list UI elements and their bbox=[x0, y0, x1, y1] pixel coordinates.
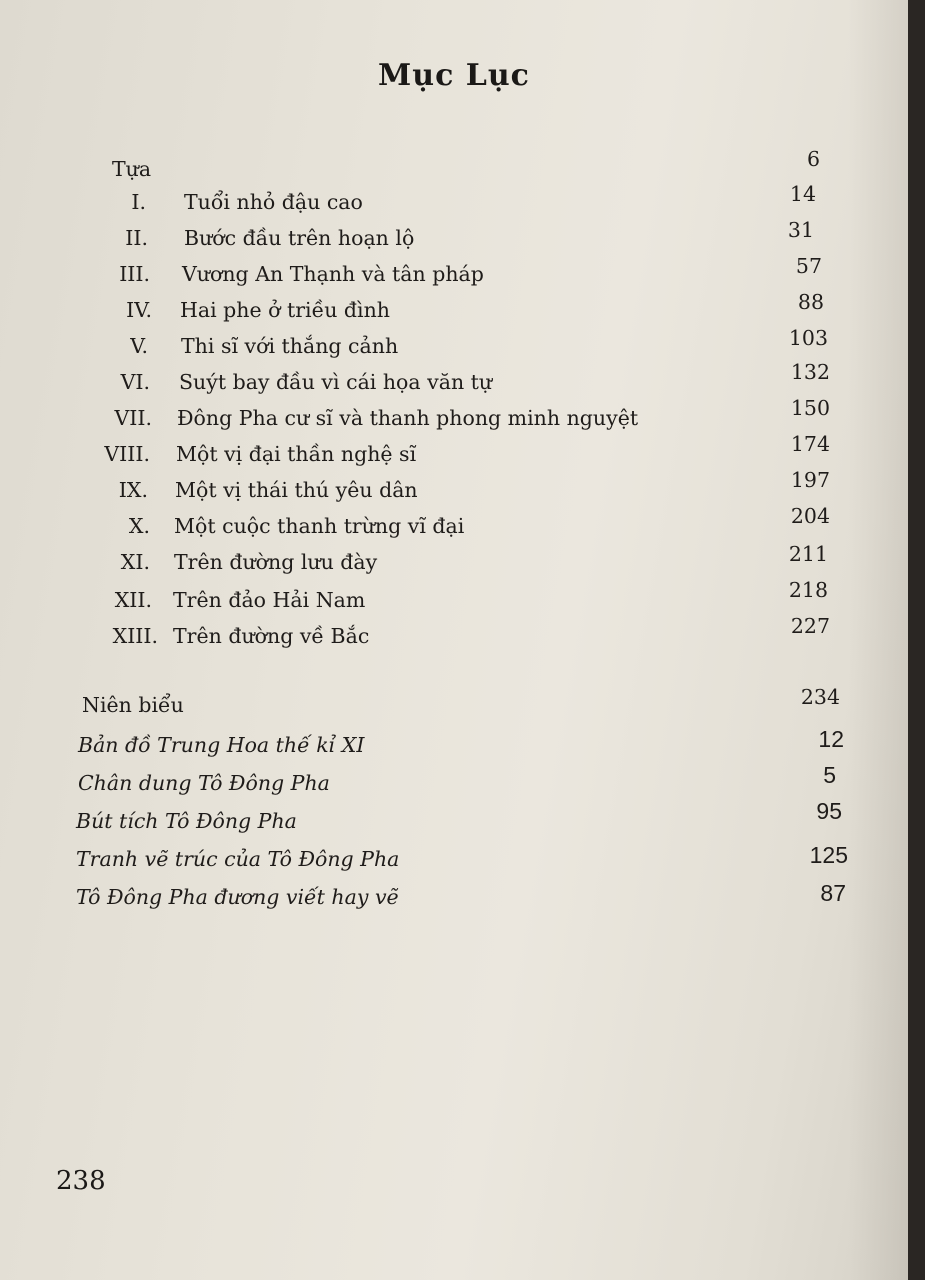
toc-chapter-page: 204 bbox=[790, 504, 830, 528]
page-title: Mục Lục bbox=[378, 58, 530, 93]
toc-chapter-title: Đông Pha cư sĩ và thanh phong minh nguyệt bbox=[177, 406, 639, 430]
toc-chapter-title: Thi sĩ với thắng cảnh bbox=[181, 334, 399, 358]
toc-illustration-row bbox=[0, 842, 908, 877]
toc-illustration-row bbox=[0, 798, 908, 839]
toc-chapter-page: 197 bbox=[790, 468, 830, 492]
toc-chapter-numeral: VIII. bbox=[104, 442, 150, 466]
toc-illustration-title: Chân dung Tô Đông Pha bbox=[78, 771, 330, 795]
toc-illustration-page: 87 bbox=[820, 880, 846, 906]
toc-illustration-row bbox=[0, 880, 908, 915]
toc-chapter-title: Bước đầu trên hoạn lộ bbox=[184, 226, 415, 250]
toc-chapter-title: Trên đường về Bắc bbox=[173, 624, 370, 648]
toc-chapter-page: 211 bbox=[788, 542, 828, 566]
toc-chapter-title: Trên đảo Hải Nam bbox=[173, 588, 366, 612]
toc-chapter-numeral: X. bbox=[128, 514, 150, 538]
toc-illustration-page: 5 bbox=[823, 762, 836, 788]
toc-chapter-row bbox=[0, 578, 908, 618]
toc-chapter-title: Một vị thái thú yêu dân bbox=[175, 478, 418, 502]
toc-chapter-page: 150 bbox=[790, 396, 830, 420]
toc-chapter-title: Hai phe ở triều đình bbox=[180, 298, 391, 322]
toc-illustration-page: 12 bbox=[818, 726, 844, 752]
toc-illustration-row bbox=[0, 762, 908, 801]
toc-chapter-page: 103 bbox=[788, 326, 828, 350]
toc-chapter-row bbox=[0, 468, 908, 508]
toc-chapter-title: Trên đường lưu đày bbox=[174, 550, 378, 574]
toc-chapter-row bbox=[0, 326, 908, 364]
toc-chapter-numeral: XIII. bbox=[112, 624, 158, 648]
toc-appendix-row bbox=[0, 685, 908, 723]
toc-entry-page: 6 bbox=[806, 147, 820, 171]
toc-chapter-numeral: I. bbox=[131, 190, 146, 214]
toc-chapter-row bbox=[0, 290, 908, 328]
toc-chapter-page: 57 bbox=[795, 254, 822, 278]
toc-chapter-numeral: IX. bbox=[118, 478, 148, 502]
toc-chapter-numeral: II. bbox=[125, 226, 148, 250]
toc-chapter-numeral: XII. bbox=[114, 588, 152, 612]
toc-chapter-row bbox=[0, 218, 908, 256]
toc-illustration-row bbox=[0, 726, 908, 763]
toc-chapter-row bbox=[0, 254, 908, 292]
toc-chapter-numeral: VII. bbox=[114, 406, 152, 430]
toc-chapter-numeral: VI. bbox=[120, 370, 150, 394]
page-number: 238 bbox=[56, 1166, 106, 1196]
toc-illustration-title: Bút tích Tô Đông Pha bbox=[76, 809, 297, 833]
toc-entry-title: Tựa bbox=[112, 157, 152, 181]
toc-chapter-page: 14 bbox=[789, 182, 816, 206]
toc-chapter-row bbox=[0, 360, 908, 400]
toc-illustration-title: Bản đồ Trung Hoa thế kỉ XI bbox=[78, 733, 365, 757]
toc-chapter-page: 218 bbox=[788, 578, 828, 602]
toc-chapter-row bbox=[0, 542, 908, 580]
toc-chapter-row bbox=[0, 396, 908, 436]
toc-chapter-page: 227 bbox=[790, 614, 830, 638]
toc-chapter-row bbox=[0, 504, 908, 544]
toc-illustration-page: 95 bbox=[816, 798, 842, 824]
toc-chapter-page: 174 bbox=[790, 432, 830, 456]
toc-chapter-title: Tuổi nhỏ đậu cao bbox=[184, 190, 363, 214]
toc-chapter-page: 31 bbox=[787, 218, 814, 242]
toc-appendix-title: Niên biểu bbox=[82, 693, 184, 717]
toc-chapter-page: 132 bbox=[790, 360, 830, 384]
toc-chapter-row bbox=[0, 614, 908, 654]
toc-chapter-title: Vương An Thạnh và tân pháp bbox=[182, 262, 484, 286]
toc-chapter-title: Một vị đại thần nghệ sĩ bbox=[176, 442, 417, 466]
toc-chapter-title: Suýt bay đầu vì cái họa văn tự bbox=[179, 370, 493, 394]
toc-illustration-title: Tranh vẽ trúc của Tô Đông Pha bbox=[76, 847, 400, 871]
toc-preface bbox=[0, 147, 908, 187]
toc-chapter-numeral: III. bbox=[119, 262, 150, 286]
toc-chapter-row bbox=[0, 432, 908, 472]
toc-chapter-page: 88 bbox=[797, 290, 824, 314]
toc-chapter-numeral: V. bbox=[130, 334, 148, 358]
toc-chapter-title: Một cuộc thanh trừng vĩ đại bbox=[174, 514, 465, 538]
toc-chapter-numeral: XI. bbox=[120, 550, 150, 574]
toc-chapter-row bbox=[0, 182, 908, 220]
toc-illustration-title: Tô Đông Pha đương viết hay vẽ bbox=[76, 885, 399, 909]
toc-illustration-page: 125 bbox=[809, 842, 848, 868]
toc-chapter-numeral: IV. bbox=[126, 298, 152, 322]
toc-appendix-page: 234 bbox=[800, 685, 840, 709]
